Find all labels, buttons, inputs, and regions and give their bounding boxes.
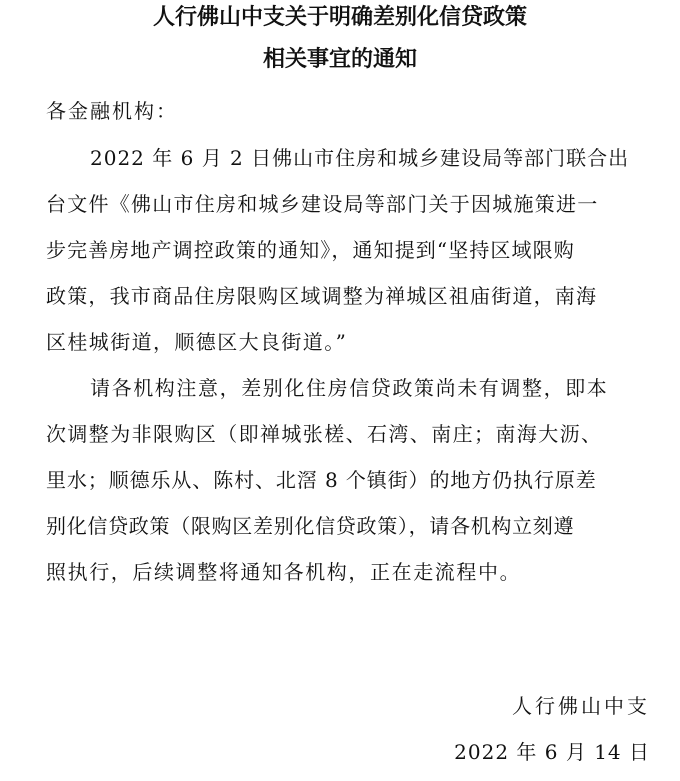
paragraph-2-line-4: 别化信贷政策（限购区差别化信贷政策），请各机构立刻遵 (46, 514, 575, 538)
paragraph-1-line-4: 政策，我市商品住房限购区域调整为禅城区祖庙街道，南海 (46, 284, 598, 308)
issue-date: 2022 年 6 月 14 日 (454, 740, 650, 764)
paragraph-2-line-1: 请各机构注意，差别化住房信贷政策尚未有调整，即本 (90, 376, 609, 400)
paragraph-2-line-5: 照执行，后续调整将通知各机构，正在走流程中。 (46, 560, 522, 584)
salutation: 各金融机构： (46, 99, 178, 123)
paragraph-2-line-2: 次调整为非限购区（即禅城张槎、石湾、南庄；南海大沥、 (46, 422, 603, 446)
document-title-line-1: 人行佛山中支关于明确差别化信贷政策 (152, 5, 527, 30)
paragraph-1-line-3: 步完善房地产调控政策的通知》，通知提到“坚持区域限购 (46, 238, 575, 262)
paragraph-2-line-3: 里水；顺德乐从、陈村、北滘 8 个镇街）的地方仍执行原差 (46, 468, 597, 492)
paragraph-1-line-1: 2022 年 6 月 2 日佛山市住房和城乡建设局等部门联合出 (90, 146, 630, 170)
paragraph-1-line-2: 台文件《佛山市住房和城乡建设局等部门关于因城施策进一 (46, 192, 599, 216)
document-title-line-2: 相关事宜的通知 (262, 47, 417, 72)
paragraph-1-line-5: 区桂城街道，顺德区大良街道。” (46, 330, 348, 354)
issuer-signature: 人行佛山中支 (512, 694, 650, 718)
